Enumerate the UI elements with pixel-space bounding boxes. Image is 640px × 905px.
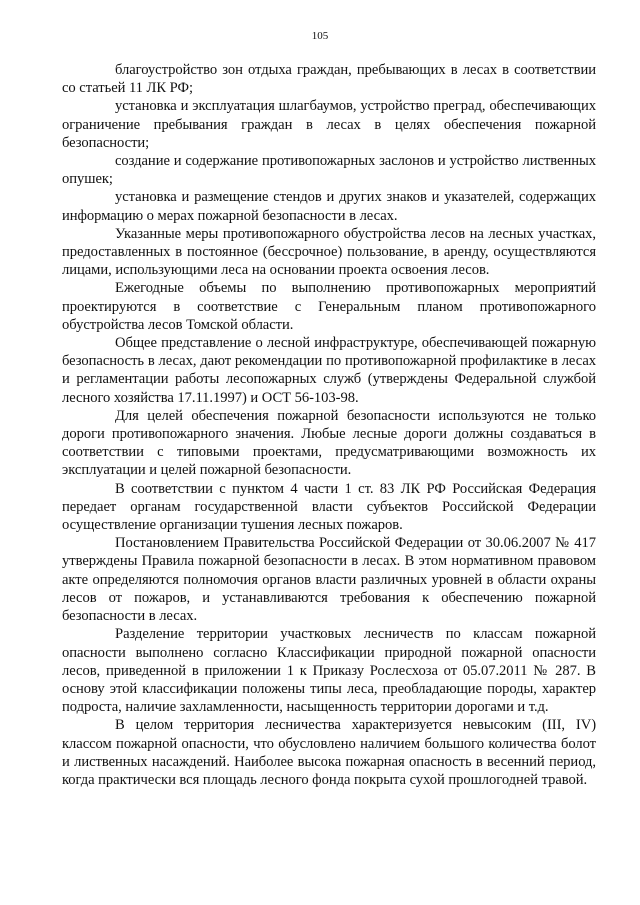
paragraph-federal-transfer: В соответствии с пунктом 4 части 1 ст. 83 ЛК РФ Российская Федерация передает органам государственной власти субъектов Российской Федерации осуществление организации тушения лесных пожаров. [62, 480, 596, 534]
paragraph-annual-volumes: Ежегодные объемы по выполнению противопожарных мероприятий проектируются в соответствие с Генеральным планом противопожарного обустройства лесов Томской области. [62, 280, 596, 333]
paragraph-information-stands: установка и размещение стендов и других знаков и указателей, содержащих информацию о мерах пожарной безопасности в лесах. [62, 189, 596, 224]
paragraph-barriers: установка и эксплуатация шлагбаумов, устройство преград, обеспечивающих ограничение пребывания граждан в лесах в целях обеспечения пожарной безопасности; [62, 98, 596, 151]
paragraph-recreation-zones: благоустройство зон отдыха граждан, пребывающих в лесах в соответствии со статьей 11 ЛК РФ; [62, 62, 596, 97]
paragraph-fire-hazard-classes: Разделение территории участковых лесничеств по классам пожарной опасности выполнено согласно Классификации природной пожарной опасности лесов, приведенной в приложении 1 к Приказу Рослесхоза от 05.07.2011 № 287. В основу этой классификации положены типы леса, преобладающие породы, характер подроста, наличие захламленности, насыщенность территории дорогами и т.д. [62, 626, 596, 716]
paragraph-responsible-persons: Указанные меры противопожарного обустройства лесов на лесных участках, предоставленных в постоянное (бессрочное) пользование, в аренду, осуществляются лицами, использующими леса на основании проекта освоения лесов. [62, 225, 596, 279]
paragraph-forest-infrastructure: Общее представление о лесной инфраструктуре, обеспечивающей пожарную безопасность в лесах, дают рекомендации по противопожарной профилактике в лесах и регламентации работы лесопожарных служб (утверждены Федеральной службой лесного хозяйства 17.11.1997) и ОСТ 56-103-98. [62, 335, 596, 406]
page-number: 105 [311, 30, 329, 42]
body-text [62, 61, 596, 789]
paragraph-overall-hazard: В целом территория лесничества характеризуется невысоким (III, IV) классом пожарной опасности, что обусловлено наличием большого количества болот и лиственных насаждений. Наиболее высока пожарная опасность в весенний период, когда практически вся площадь лесного фонда покрыта сухой прошлогодней травой. [62, 717, 596, 788]
paragraph-government-decree: Постановлением Правительства Российской Федерации от 30.06.2007 № 417 утверждены Правила пожарной безопасности в лесах. В этом нормативном правовом акте определяются полномочия органов власти различных уровней в области охраны лесов от пожаров, и устанавливаются требования к обеспечению пожарной безопасности в лесах. [62, 535, 596, 625]
paragraph-fire-barriers: создание и содержание противопожарных заслонов и устройство лиственных опушек; [62, 153, 596, 188]
paragraph-forest-roads: Для целей обеспечения пожарной безопасности используются не только дороги противопожарного значения. Любые лесные дороги должны создаваться в соответствии с типовыми проектами, предусматривающими возможность их эксплуатации и целей пожарной безопасности. [62, 407, 596, 479]
